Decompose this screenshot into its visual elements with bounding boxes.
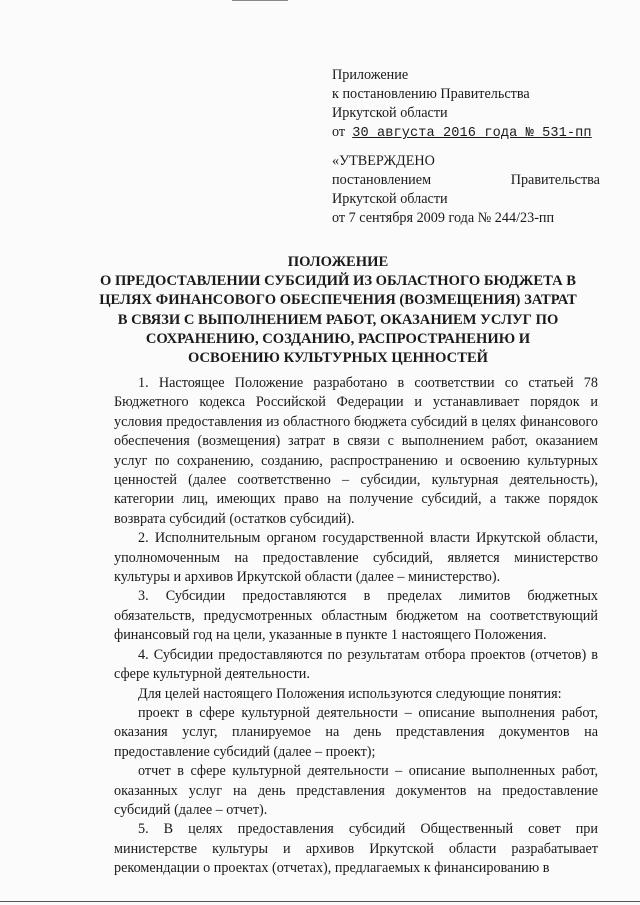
paragraph-5: 5. В целях предоставления субсидий Общественный совет при министерстве культуры и архивов Иркутской области разрабатывает рекомендации о проектах (отчетах), предлагаемых к финансированию в: [114, 821, 598, 877]
title-line-2: О ПРЕДОСТАВЛЕНИИ СУБСИДИЙ ИЗ ОБЛАСТНОГО БЮДЖЕТА В: [99, 273, 577, 290]
appendix-block: [332, 66, 602, 143]
appendix-line-2: к постановлению Правительства: [332, 86, 530, 102]
document-title: [70, 253, 606, 368]
paragraph-1: 1. Настоящее Положение разработано в соответствии со статьей 78 Бюджетного кодекса Российской Федерации и устанавливает порядок и условия предоставления из областного бюджета субсидий в целях финансового обеспечения (возмещения) затрат в связи с выполнением работ, оказанием услуг по сохранению, созданию, распространению и освоению культурных ценностей (далее соответственно – субсидии, культурная деятельность), категории лиц, имеющих право на получение субсидий, а также порядок возврата субсидий (остатков субсидий).: [114, 375, 598, 527]
paragraph-definitions-intro: Для целей настоящего Положения используются следующие понятия:: [138, 685, 562, 702]
approved-line-2-right: Правительства: [510, 172, 600, 188]
scan-bottom-edge: [0, 901, 640, 902]
paragraph-definition-report: отчет в сфере культурной деятельности – описание выполненных работ, оказанных услуг на день представления документов на предоставление субсидий (далее – отчет).: [114, 763, 598, 818]
title-line-6: ОСВОЕНИЮ КУЛЬТУРНЫХ ЦЕННОСТЕЙ: [187, 350, 489, 367]
paragraph-4: 4. Субсидии предоставляются по результатам отбора проектов (отчетов) в сфере культурной деятельности.: [114, 646, 598, 683]
approved-line-4: от 7 сентября 2009 года № 244/23-пп: [332, 210, 555, 226]
title-line-4: В СВЯЗИ С ВЫПОЛНЕНИЕМ РАБОТ, ОКАЗАНИЕМ УСЛУГ ПО: [117, 311, 559, 328]
approved-line-3: Иркутской области: [332, 191, 448, 207]
scan-top-mark: [232, 0, 288, 1]
appendix-date-prefix: от: [332, 124, 346, 140]
appendix-date-line: [332, 123, 602, 143]
approved-line-1: «УТВЕРЖДЕНО: [332, 153, 435, 169]
title-line-5: СОХРАНЕНИЮ, СОЗДАНИЮ, РАСПРОСТРАНЕНИЮ И: [145, 330, 531, 347]
appendix-line-3: Иркутской области: [332, 105, 448, 121]
title-line-1: ПОЛОЖЕНИЕ: [287, 254, 389, 270]
approved-block: [332, 152, 600, 228]
paragraph-definition-project: проект в сфере культурной деятельности – описание выполнения работ, оказания услуг, планируемое на день представления документов на предоставление субсидий (далее – проект);: [114, 704, 598, 760]
approved-line-2: [332, 171, 600, 190]
paragraph-3: 3. Субсидии предоставляются в пределах лимитов бюджетных обязательств, предусмотренных областным бюджетом на соответствующий финансовый год на цели, указанные в пункте 1 настоящего Положения.: [114, 588, 598, 644]
appendix-date-value: 30 августа 2016 года № 531-пп: [352, 126, 592, 141]
approved-line-2-left: постановлением: [332, 172, 432, 188]
appendix-line-1: Приложение: [332, 67, 409, 83]
title-line-3: ЦЕЛЯХ ФИНАНСОВОГО ОБЕСПЕЧЕНИЯ (ВОЗМЕЩЕНИЯ) ЗАТРАТ: [99, 292, 577, 309]
document-body: [114, 374, 598, 879]
paragraph-2: 2. Исполнительным органом государственной власти Иркутской области, уполномоченным на предоставление субсидий, является министерство культуры и архивов Иркутской области (далее – министерство).: [114, 530, 598, 586]
